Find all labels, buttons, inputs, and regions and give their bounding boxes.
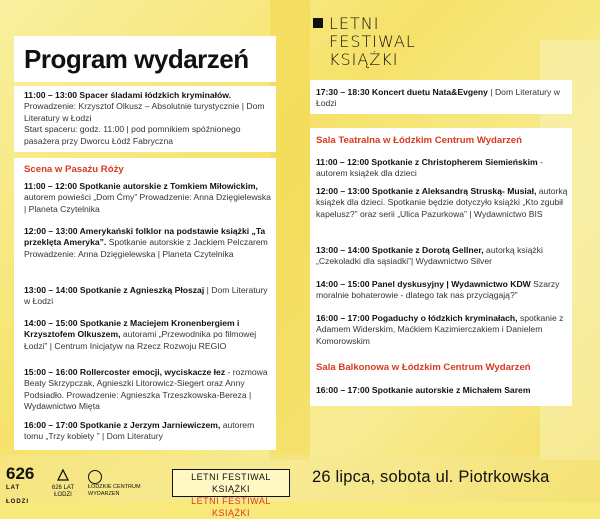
logo-text: LETNI FESTIWAL KSIĄŻKI xyxy=(191,496,271,518)
event-time-title: 15:00 – 16:00 Rollercoster emocji, wyciskacze łez xyxy=(24,367,226,377)
festival-logo xyxy=(313,14,453,74)
logo-line: FESTIWAL xyxy=(329,32,416,51)
list-item xyxy=(24,285,274,308)
event-desc: Prowadzenie: Krzysztof Olkusz – Absolutnie turystycznie | Dom Literatury w Łodzi xyxy=(24,101,265,123)
event-time-title: 12:00 – 13:00 Spotkanie z Aleksandrą Struską- Musiał, xyxy=(316,186,537,196)
section-title: Sala Teatralna w Łódzkim Centrum Wydarzeń xyxy=(316,135,522,146)
logo-square-icon xyxy=(313,18,323,28)
list-item xyxy=(316,279,570,302)
lcw-circle-icon xyxy=(88,470,102,484)
event-time-title: 11:00 – 12:00 Spotkanie z Christopherem Siemieńskim xyxy=(316,157,538,167)
section-title: Scena w Pasażu Róży xyxy=(24,164,124,175)
logo-text: 626 LAT ŁODZI xyxy=(51,485,75,498)
list-item xyxy=(316,157,570,180)
event-desc: autorem tomu „Trzy kobiety ” | Dom Literatury xyxy=(24,420,255,442)
event-time-title: 16:00 – 17:00 Pogaduchy o łódzkich kryminałach, xyxy=(316,313,518,323)
list-item xyxy=(316,245,570,268)
page-title: Program wydarzeń xyxy=(14,36,276,82)
event-time-title: 16:00 – 17:00 Spotkanie z Jerzym Jarniewiczem, xyxy=(24,420,221,430)
logo-text: WYDARZEŃ xyxy=(88,491,120,497)
walk-event xyxy=(24,90,272,147)
event-desc: Spotkanie autorskie z Jackiem Pelczarem Prowadzenie: Anna Dzięgielewska | Planeta Czytelnika xyxy=(24,237,268,259)
list-item xyxy=(24,420,274,443)
event-date: 26 lipca, sobota ul. Piotrkowska xyxy=(312,468,550,486)
city-logo xyxy=(50,468,76,496)
event-desc: spotkanie z Adamem Widerskim, Maćkiem Kazimierczakiem i Danielem Komorowskim xyxy=(316,313,564,346)
event-time-title: 17:30 – 18:30 Koncert duetu Nata&Evgeny xyxy=(316,87,488,97)
event-time-title: 13:00 – 14:00 Spotkanie z Agnieszką Płoszaj xyxy=(24,285,205,295)
list-item xyxy=(316,313,570,347)
event-desc: autorem powieści „Dom Ćmy” Prowadzenie: Anna Dzięgielewska | Planeta Czytelnika xyxy=(24,192,271,214)
event-time-title: 14:00 – 15:00 Panel dyskusyjny | Wydawnictwo KDW xyxy=(316,279,531,289)
logo-626-lat-lodzi xyxy=(6,464,42,505)
event-time-title: 11:00 – 13:00 Spacer śladami łódzkich kryminałów. xyxy=(24,90,231,100)
list-item xyxy=(24,181,274,215)
logo-text: LETNI FESTIWAL KSIĄŻKI xyxy=(191,472,271,494)
logo-text: 626 xyxy=(6,464,35,483)
event-desc: Start spaceru: godz. 11:00 | pod pomnikiem spóźnionego pasażera przy Dworcu Łódź Fabryczna xyxy=(24,124,241,146)
list-item xyxy=(316,87,568,110)
event-time-title: 13:00 – 14:00 Spotkanie z Dorotą Gellner, xyxy=(316,245,484,255)
event-desc: Szarzy moralnie bohaterowie - dlatego tak nas przyciągają?” xyxy=(316,279,560,301)
event-desc: autorką książki „Czekoladki dla sąsiadki”| Wydawnictwo Silver xyxy=(316,245,543,267)
event-desc: autorami „Przewodnika po filmowej Łodzi” | Centrum Inicjatyw na Rzecz Rozwoju REGIO xyxy=(24,329,257,351)
event-desc: | Dom Literatury w Łodzi xyxy=(316,87,560,109)
list-item xyxy=(24,226,274,260)
logo-line: LETNI xyxy=(329,14,380,33)
logo-text: ŁÓDZKIE CENTRUM xyxy=(88,484,141,490)
event-time-title: 11:00 – 12:00 Spotkanie autorskie z Tomkiem Miłowickim, xyxy=(24,181,258,191)
logo-text: LAT ŁODZI xyxy=(6,485,29,505)
event-desc: - rozmowa Beaty Skrzypczak, Agnieszki Litorowicz-Siegert oraz Anny Podsiadło. Prowadzenie: Agnieszka Trzeszkowska-Bereza | Wydawnictwo Mięta xyxy=(24,367,268,412)
festival-logo-small xyxy=(172,469,290,518)
logo-line: KSIĄŻKI xyxy=(329,50,399,69)
section-title: Sala Balkonowa w Łódzkim Centrum Wydarzeń xyxy=(316,362,531,373)
city-emblem-icon xyxy=(56,468,70,482)
event-time-title: 14:00 – 15:00 Spotkanie z Maciejem Kronenbergiem i Krzysztofem Olkuszem, xyxy=(24,318,240,340)
event-desc: - autorem książek dla dzieci xyxy=(316,157,543,179)
event-desc: | Dom Literatury w Łodzi xyxy=(24,285,268,307)
list-item xyxy=(316,385,570,396)
list-item xyxy=(316,186,570,220)
event-time-title: 12:00 – 13:00 Amerykański folklor na podstawie książki „Ta przeklęta Ameryka”. xyxy=(24,226,266,248)
list-item xyxy=(24,367,274,413)
background-stripe xyxy=(270,0,310,460)
lcw-logo xyxy=(88,470,148,497)
event-desc: autorką książek dla dzieci. Spotkanie będzie dotyczyło książki „Kto zgubił kapelusz?” oraz serii „Ulica Pazurkowa” | Wydawnictwo BIS xyxy=(316,186,568,219)
list-item xyxy=(24,318,274,352)
event-time-title: 16:00 – 17:00 Spotkanie autorskie z Michałem Sarem xyxy=(316,385,531,395)
